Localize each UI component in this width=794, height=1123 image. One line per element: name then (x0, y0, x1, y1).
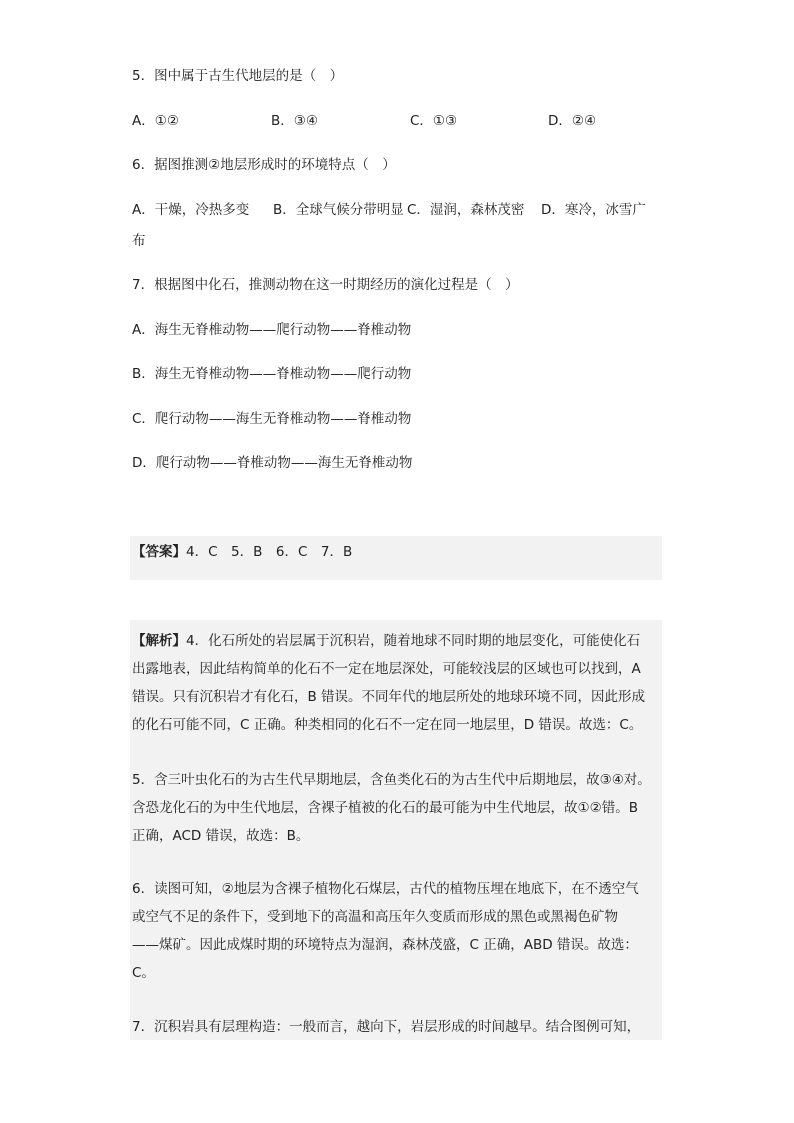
q7-option-c: C．爬行动物——海生无脊椎动物——脊椎动物 (132, 411, 412, 427)
analysis-paragraph-6 (132, 875, 662, 987)
question-5-stem: 5．图中属于古生代地层的是（ ） (132, 68, 344, 84)
answer-text: 4．C 5．B 6．C 7．B (186, 544, 353, 560)
q6-option-d: D．寒冷，冰雪广 (541, 202, 646, 218)
question-6-options (132, 200, 672, 220)
question-5-options (132, 111, 672, 131)
analysis-label: 【解析】 (132, 633, 186, 649)
question-6-stem: 6．据图推测②地层形成时的环境特点（ ） (132, 157, 396, 173)
analysis-paragraph-7 (132, 1013, 662, 1041)
q5-option-d: D．②④ (548, 113, 597, 129)
analysis-p7-line-1: 7．沉积岩具有层理构造：一般而言，越向下，岩层形成的时间越早。结合图例可知， (132, 1019, 641, 1035)
q5-option-a: A．①② (132, 113, 179, 129)
question-7-stem: 7．根据图中化石，推测动物在这一时期经历的演化过程是（ ） (132, 277, 519, 293)
q5-option-c: C．①③ (410, 113, 458, 129)
analysis-p4-line-1: 4．化石所处的岩层属于沉积岩，随着地球不同时期的地层变化，可能使化石 (186, 633, 641, 649)
q7-option-d: D．爬行动物——脊椎动物——海生无脊椎动物 (132, 455, 413, 471)
analysis-p4-line-4: 的化石可能不同，C 正确。种类相同的化石不一定在同一地层里，D 错误。故选：C。 (132, 717, 643, 733)
analysis-p6-line-3: ——煤矿。因此成煤时期的环境特点为湿润，森林茂盛，C 正确，ABD 错误。故选： (132, 937, 638, 953)
analysis-p4-line-2: 出露地表，因此结构简单的化石不一定在地层深处，可能较浅层的区域也可以找到，A (132, 661, 641, 677)
analysis-paragraph-5 (132, 766, 662, 850)
q6-option-b: B．全球气候分带明显 (273, 202, 404, 218)
analysis-p5-line-3: 正确，ACD 错误，故选：B。 (132, 828, 310, 844)
analysis-p4-line-3: 错误。只有沉积岩才有化石，B 错误。不同年代的地层所处的地球环境不同，因此形成 (132, 689, 646, 705)
q6-option-d-continued: 布 (132, 233, 146, 249)
analysis-paragraph-4 (132, 627, 662, 739)
analysis-p6-line-1: 6．读图可知，②地层为含裸子植物化石煤层，古代的植物压埋在地底下，在不透空气 (132, 881, 639, 897)
q6-option-a: A．干燥，冷热多变 (132, 202, 250, 218)
analysis-p6-line-4: C。 (132, 965, 155, 981)
q6-option-c: C．湿润，森林茂密 (407, 202, 525, 218)
q7-option-a: A．海生无脊椎动物——爬行动物——脊椎动物 (132, 322, 412, 338)
answer-label: 【答案】 (132, 544, 186, 560)
analysis-p5-line-2: 含恐龙化石的为中生代地层，含裸子植被的化石的最可能为中生代地层，故①②错。B (132, 800, 638, 816)
analysis-p6-line-2: 或空气不足的条件下，受到地下的高温和高压年久变质而形成的黑色或黑褐色矿物 (132, 909, 618, 925)
answer-line (132, 542, 352, 562)
q5-option-b: B．③④ (271, 113, 318, 129)
q7-option-b: B．海生无脊椎动物——脊椎动物——爬行动物 (132, 366, 412, 382)
analysis-p5-line-1: 5．含三叶虫化石的为古生代早期地层，含鱼类化石的为古生代中后期地层，故③④对。 (132, 772, 651, 788)
